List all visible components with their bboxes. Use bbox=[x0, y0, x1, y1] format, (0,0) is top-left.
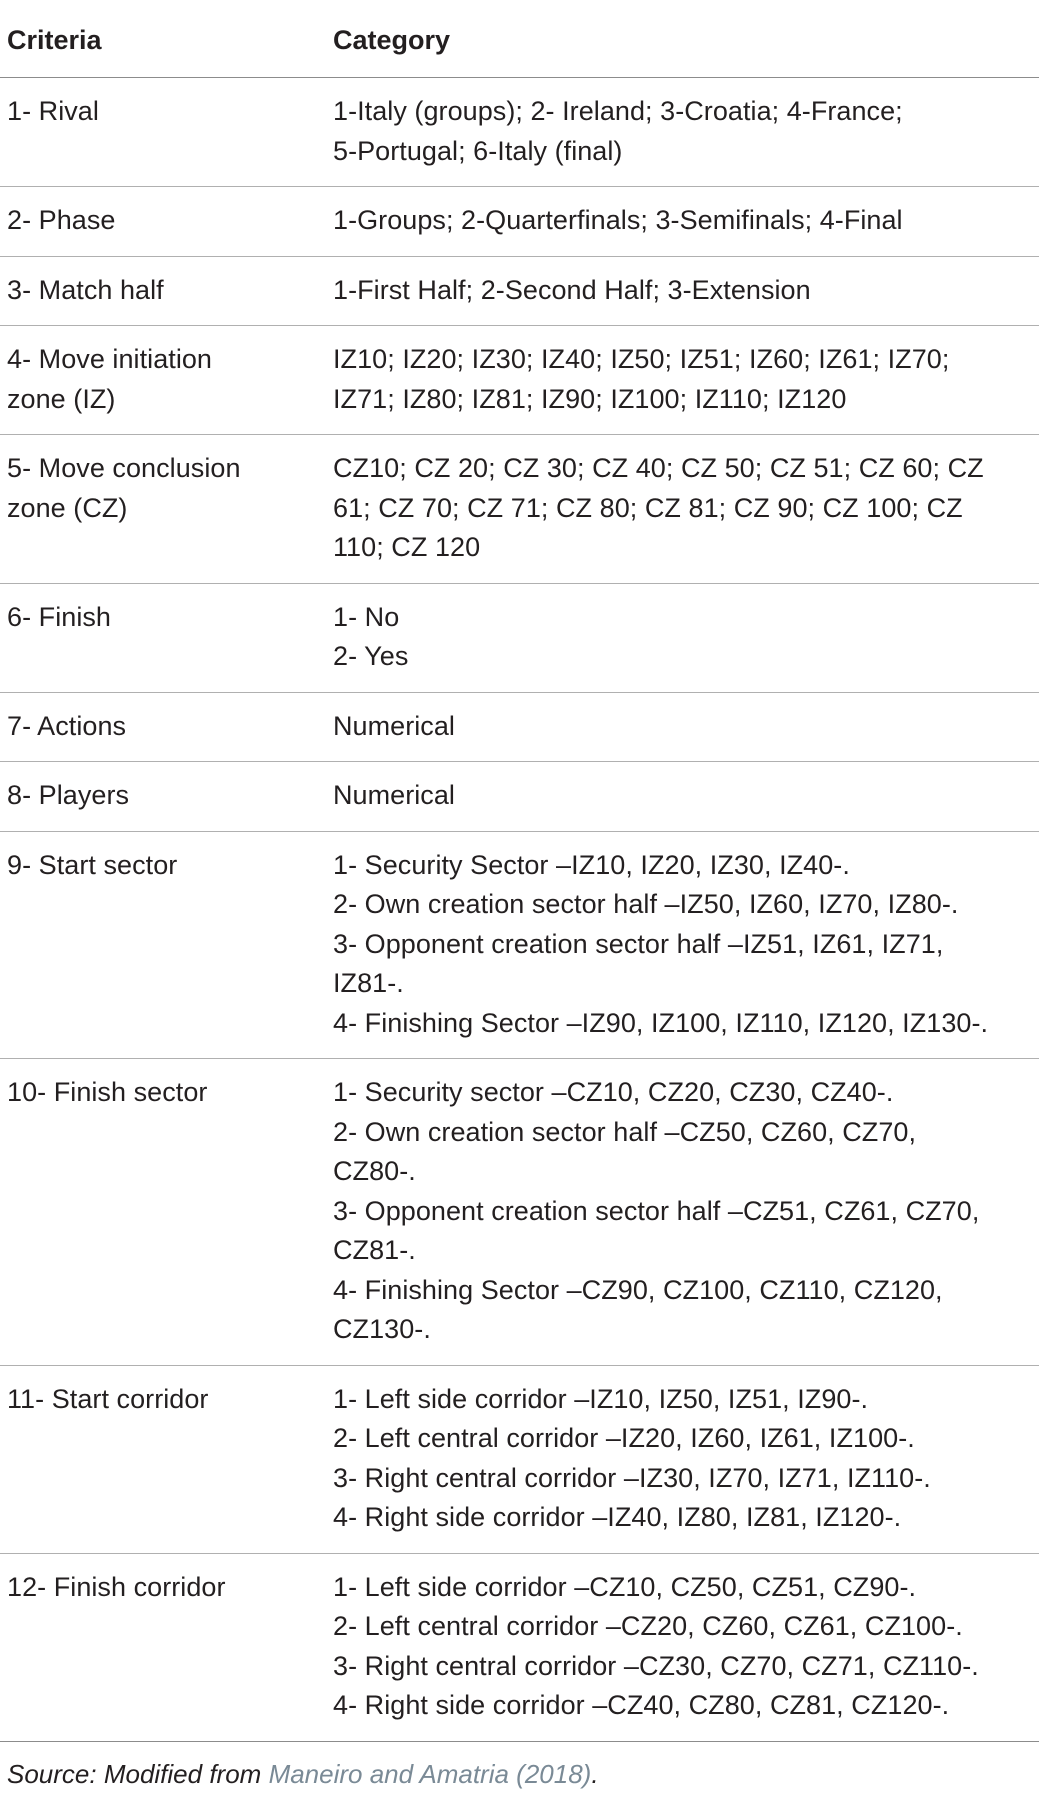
category-text: 1- No bbox=[333, 601, 400, 632]
criteria-text: 4- Move initiation bbox=[7, 344, 212, 374]
criteria-text: zone (CZ) bbox=[7, 492, 128, 523]
category-text: 2- Left central corridor –IZ20, IZ60, IZ61, IZ100-. bbox=[333, 1423, 915, 1453]
category-text: 1- Left side corridor –CZ10, CZ50, CZ51, CZ90-. bbox=[333, 1571, 917, 1602]
category-cell bbox=[330, 1365, 1039, 1553]
category-cell bbox=[330, 762, 1039, 832]
category-text: IZ71; IZ80; IZ81; IZ90; IZ100; IZ110; IZ120 bbox=[333, 383, 847, 414]
category-cell bbox=[330, 256, 1039, 326]
category-text: 1-Groups; 2-Quarterfinals; 3-Semifinals; 4-Final bbox=[333, 205, 903, 235]
category-text: Numerical bbox=[333, 780, 455, 810]
category-cell bbox=[330, 187, 1039, 257]
table-row bbox=[0, 583, 1039, 692]
criteria-cell bbox=[0, 187, 330, 257]
category-text: 3- Right central corridor –CZ30, CZ70, CZ71, CZ110-. bbox=[333, 1650, 979, 1681]
table-row bbox=[0, 762, 1039, 832]
category-cell bbox=[330, 78, 1039, 187]
criteria-cell bbox=[0, 326, 330, 435]
category-text: 4- Finishing Sector –CZ90, CZ100, CZ110, CZ120, bbox=[333, 1274, 943, 1305]
criteria-cell bbox=[0, 256, 330, 326]
category-text: Numerical bbox=[333, 710, 455, 741]
criteria-cell bbox=[0, 762, 330, 832]
category-text: 4- Right side corridor –CZ40, CZ80, CZ81, CZ120-. bbox=[333, 1690, 950, 1720]
category-text: 2- Own creation sector half –CZ50, CZ60, CZ70, bbox=[333, 1116, 917, 1147]
header-criteria: Criteria bbox=[0, 0, 330, 78]
criteria-text: 9- Start sector bbox=[7, 849, 178, 880]
category-text: 4- Finishing Sector –IZ90, IZ100, IZ110, IZ120, IZ130-. bbox=[333, 1007, 989, 1038]
source-reference-link[interactable]: Maneiro and Amatria (2018) bbox=[268, 1758, 592, 1789]
category-cell bbox=[330, 831, 1039, 1059]
category-text: 4- Right side corridor –IZ40, IZ80, IZ81, IZ120-. bbox=[333, 1502, 902, 1532]
criteria-text: 8- Players bbox=[7, 780, 130, 810]
table-row bbox=[0, 187, 1039, 257]
category-text: CZ10; CZ 20; CZ 30; CZ 40; CZ 50; CZ 51; CZ 60; CZ bbox=[333, 453, 984, 483]
criteria-text: zone (IZ) bbox=[7, 383, 116, 414]
criteria-text: 11- Start corridor bbox=[7, 1383, 209, 1414]
source-suffix: . bbox=[591, 1758, 599, 1789]
category-text: 1-First Half; 2-Second Half; 3-Extension bbox=[333, 274, 811, 305]
table-row bbox=[0, 1059, 1039, 1366]
category-text: 2- Left central corridor –CZ20, CZ60, CZ61, CZ100-. bbox=[333, 1611, 963, 1641]
criteria-cell bbox=[0, 78, 330, 187]
criteria-cell bbox=[0, 583, 330, 692]
category-cell bbox=[330, 1059, 1039, 1366]
table-body bbox=[0, 78, 1039, 1742]
table-row bbox=[0, 1553, 1039, 1741]
category-text: 5-Portugal; 6-Italy (final) bbox=[333, 135, 623, 166]
category-cell bbox=[330, 1553, 1039, 1741]
criteria-cell bbox=[0, 1553, 330, 1741]
criteria-cell bbox=[0, 1365, 330, 1553]
category-text: 2- Yes bbox=[333, 641, 409, 671]
table-row bbox=[0, 326, 1039, 435]
category-text: CZ80-. bbox=[333, 1156, 416, 1186]
category-cell bbox=[330, 692, 1039, 762]
category-text: 2- Own creation sector half –IZ50, IZ60, IZ70, IZ80-. bbox=[333, 889, 959, 919]
table-row bbox=[0, 692, 1039, 762]
category-text: CZ81-. bbox=[333, 1235, 416, 1265]
category-text: 110; CZ 120 bbox=[333, 532, 481, 562]
category-text: 1- Security sector –CZ10, CZ20, CZ30, CZ40-. bbox=[333, 1077, 894, 1107]
category-cell bbox=[330, 326, 1039, 435]
criteria-cell bbox=[0, 692, 330, 762]
source-prefix: Source: Modified from bbox=[7, 1758, 269, 1789]
category-text: 1-Italy (groups); 2- Ireland; 3-Croatia; 4-France; bbox=[333, 96, 903, 126]
criteria-text: 5- Move conclusion bbox=[7, 453, 241, 483]
criteria-text: 12- Finish corridor bbox=[7, 1571, 226, 1602]
criteria-cell bbox=[0, 435, 330, 584]
table-row bbox=[0, 256, 1039, 326]
criteria-text: 3- Match half bbox=[7, 274, 164, 305]
criteria-cell bbox=[0, 1059, 330, 1366]
table-header-row bbox=[0, 0, 1039, 78]
category-text: 3- Right central corridor –IZ30, IZ70, IZ71, IZ110-. bbox=[333, 1462, 931, 1493]
table-row bbox=[0, 435, 1039, 584]
criteria-text: 2- Phase bbox=[7, 205, 116, 235]
source-note bbox=[0, 1742, 1039, 1792]
criteria-cell bbox=[0, 831, 330, 1059]
criteria-text: 7- Actions bbox=[7, 710, 127, 741]
category-text: 61; CZ 70; CZ 71; CZ 80; CZ 81; CZ 90; CZ 100; CZ bbox=[333, 492, 963, 523]
category-text: 3- Opponent creation sector half –CZ51, CZ61, CZ70, bbox=[333, 1195, 980, 1226]
category-text: 1- Security Sector –IZ10, IZ20, IZ30, IZ40-. bbox=[333, 849, 850, 880]
table-row bbox=[0, 1365, 1039, 1553]
table-row bbox=[0, 831, 1039, 1059]
category-text: IZ81-. bbox=[333, 968, 404, 998]
category-text: IZ10; IZ20; IZ30; IZ40; IZ50; IZ51; IZ60; IZ61; IZ70; bbox=[333, 344, 950, 374]
category-cell bbox=[330, 583, 1039, 692]
category-text: CZ130-. bbox=[333, 1314, 431, 1344]
criteria-text: 1- Rival bbox=[7, 96, 99, 126]
criteria-text: 10- Finish sector bbox=[7, 1077, 208, 1107]
category-text: 3- Opponent creation sector half –IZ51, IZ61, IZ71, bbox=[333, 928, 944, 959]
category-text: 1- Left side corridor –IZ10, IZ50, IZ51, IZ90-. bbox=[333, 1383, 869, 1414]
criteria-text: 6- Finish bbox=[7, 601, 111, 632]
header-category: Category bbox=[330, 0, 1039, 78]
table-row bbox=[0, 78, 1039, 187]
category-cell bbox=[330, 435, 1039, 584]
